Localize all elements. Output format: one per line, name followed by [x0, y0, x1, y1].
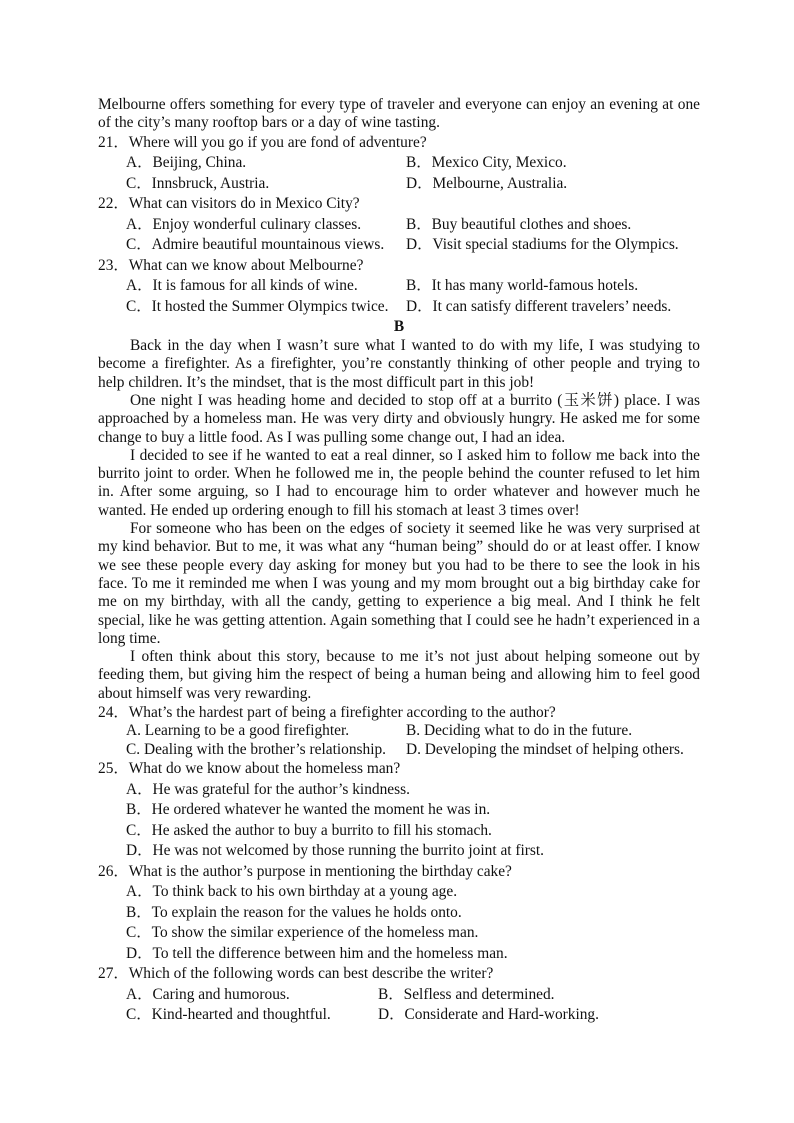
option-a: A．To think back to his own birthday at a young age.: [126, 883, 458, 901]
options-row: [98, 1005, 700, 1026]
options-row: [98, 722, 700, 741]
option-b: B．It has many world-famous hotels.: [406, 277, 639, 295]
options-row: [98, 153, 700, 174]
question-25: 25．What do we know about the homeless man?: [98, 760, 401, 778]
options-row: [98, 235, 700, 256]
option-a: A．Enjoy wonderful culinary classes.: [126, 215, 362, 233]
passage-paragraph: One night I was heading home and decided to stop off at a burrito (玉米饼) place. I was approached by a homeless man. He was very dirty and obviously hungry. He asked me for some change to buy a little food. As I was pulling some change out, I had an idea.: [98, 391, 700, 446]
passage-paragraph: For someone who has been on the edges of society it seemed like he was very surprised at my kind behavior. But to me, it was what any “human being” should do or at least offer. I know we see these people every day asking for money but you had to be there to see the look in his face. To me it reminded me when I was young and my mom brought out a big birthday cake for me on my birthday, with all the candy, getting to experience a big meal. And I think he felt special, like he was getting attention. Again something that I could see he hadn’t experienced in a long time.: [98, 520, 700, 647]
option-c: C．Admire beautiful mountainous views.: [126, 236, 385, 254]
passage-paragraph: Back in the day when I wasn’t sure what I wanted to do with my life, I was studying to become a firefighter. As a firefighter, you’re constantly thinking of other people and trying to help children. It’s the mindset, that is the most difficult part in this job!: [98, 337, 700, 391]
options-row: [98, 985, 700, 1006]
question-27: 27．Which of the following words can best describe the writer?: [98, 965, 494, 983]
question-23: 23．What can we know about Melbourne?: [98, 256, 364, 274]
option-a: A. Learning to be a good firefighter.: [126, 722, 350, 740]
question-26: 26．What is the author’s purpose in mentioning the birthday cake?: [98, 862, 512, 880]
option-a: A．He was grateful for the author’s kindness.: [126, 780, 410, 798]
option-b: B．Buy beautiful clothes and shoes.: [406, 215, 632, 233]
option-d: D．He was not welcomed by those running the burrito joint at first.: [126, 842, 545, 860]
passage-paragraph: I decided to see if he wanted to eat a real dinner, so I asked him to follow me back into the burrito joint to order. When he followed me in, the people behind the counter refused to let him in. After some arguing, so I had to encourage him to order whatever and however much he wanted. He ended up ordering enough to fill his stomach at least 3 times over!: [98, 446, 700, 519]
option-d: D．Melbourne, Australia.: [406, 174, 568, 192]
option-c: C．Kind-hearted and thoughtful.: [126, 1006, 331, 1024]
section-heading: B: [393, 318, 405, 336]
question-22: 22．What can visitors do in Mexico City?: [98, 195, 360, 213]
option-b: B. Deciding what to do in the future.: [406, 722, 633, 740]
options-row: [98, 174, 700, 195]
options-row: [98, 741, 700, 760]
passage-paragraph: I often think about this story, because to me it’s not just about helping someone out by feeding them, but giving him the respect of being a human being and allowing him to feel good about himself was very rewarding.: [98, 648, 700, 702]
options-row: [98, 215, 700, 236]
option-d: D. Developing the mindset of helping others.: [406, 740, 684, 758]
question-21: 21．Where will you go if you are fond of adventure?: [98, 133, 427, 151]
option-b: B．He ordered whatever he wanted the moment he was in.: [126, 801, 491, 819]
option-c: C．Innsbruck, Austria.: [126, 174, 270, 192]
exam-page: [98, 96, 700, 1026]
option-d: D．It can satisfy different travelers’ needs.: [406, 297, 672, 315]
option-a: A．Beijing, China.: [126, 154, 247, 172]
option-b: B．Mexico City, Mexico.: [406, 154, 567, 172]
option-b: B．Selfless and determined.: [378, 985, 555, 1003]
option-c: C．To show the similar experience of the homeless man.: [126, 924, 479, 942]
option-d: D．To tell the difference between him and the homeless man.: [126, 944, 508, 962]
options-row: [98, 297, 700, 318]
option-a: A．Caring and humorous.: [126, 985, 290, 1003]
question-24: 24．What’s the hardest part of being a firefighter according to the author?: [98, 704, 556, 722]
option-a: A．It is famous for all kinds of wine.: [126, 277, 358, 295]
option-c: C. Dealing with the brother’s relationship.: [126, 740, 387, 758]
option-c: C．It hosted the Summer Olympics twice.: [126, 297, 389, 315]
option-b: B．To explain the reason for the values he holds onto.: [126, 903, 462, 921]
option-d: D．Considerate and Hard-working.: [378, 1006, 599, 1024]
options-row: [98, 276, 700, 297]
option-c: C．He asked the author to buy a burrito to fill his stomach.: [126, 821, 492, 839]
intro-paragraph: Melbourne offers something for every type of traveler and everyone can enjoy an evening at one of the city’s many rooftop bars or a day of wine tasting.: [98, 96, 700, 132]
option-d: D．Visit special stadiums for the Olympics.: [406, 236, 679, 254]
